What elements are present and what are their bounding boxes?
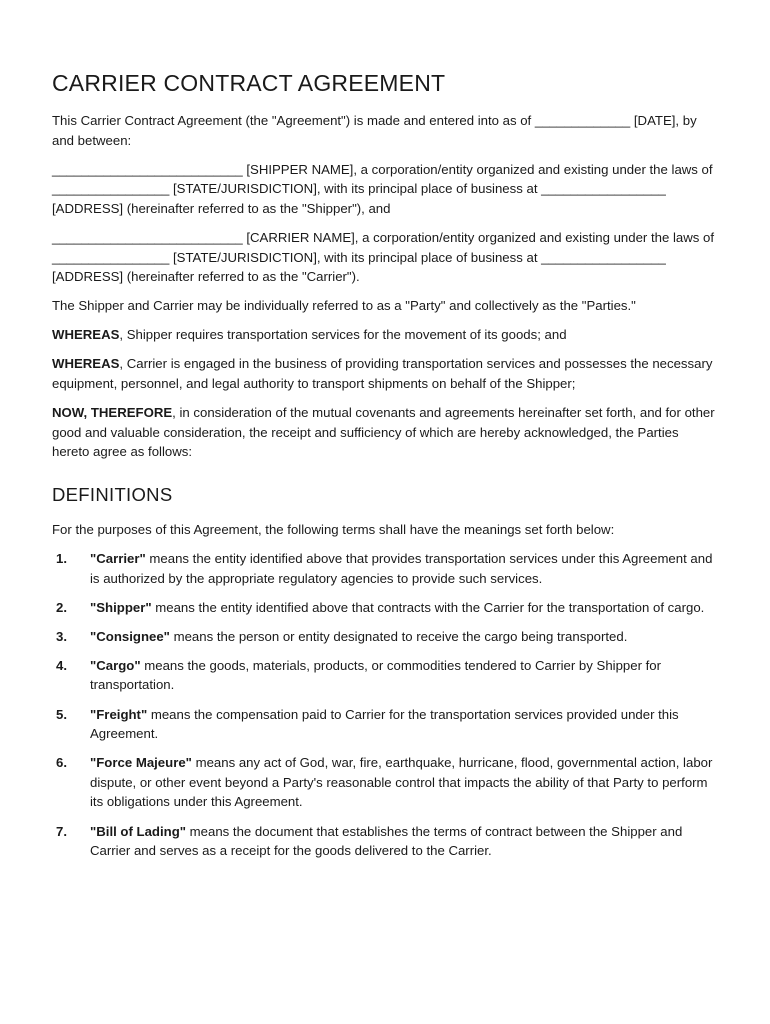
definition-number: 2. [56,599,67,615]
whereas-paragraph-1 [52,325,718,345]
whereas-paragraph-2 [52,354,718,393]
definition-number: 7. [56,823,67,839]
definition-term: "Bill of Lading" [90,823,187,839]
definition-term: "Shipper" [90,599,152,615]
shipper-party-paragraph: __________________________ [SHIPPER NAME], a corporation/entity organized and existing under the laws of ________________ [STATE/JURISDICTION], with its principal place of business at _________________ [ADDRESS] (hereinafter referred to as the "Shipper"), and [52,161,713,216]
now-therefore-paragraph [52,403,718,462]
definition-term: "Freight" [90,706,148,722]
definition-number: 1. [56,551,67,566]
definition-text: means the goods, materials, products, or commodities tendered to Carrier by Shipper for transportation. [90,657,662,693]
carrier-party-paragraph: __________________________ [CARRIER NAME], a corporation/entity organized and existing under the laws of ________________ [STATE/JURISDICTION], with its principal place of business at _________________ [ADDRESS] (hereinafter referred to as the "Carrier"). [52,229,715,285]
definition-number: 3. [56,628,67,644]
definition-term: "Carrier" [90,551,146,566]
whereas-text: , Carrier is engaged in the business of providing transportation services and possesses the necessary equipment, personnel, and legal authority to transport shipments on behalf of the Shipper; [52,356,713,392]
now-therefore-lead: NOW, THEREFORE [52,405,173,421]
definition-text: means the entity identified above that contracts with the Carrier for the transportation of cargo. [151,599,705,615]
definitions-heading: DEFINITIONS [52,483,173,505]
definition-text: means the entity identified above that provides transportation services under this Agreement and is authorized by the appropriate regulatory agencies to provide such services. [90,551,713,586]
definitions-intro: For the purposes of this Agreement, the following terms shall have the meanings set forth below: [52,521,615,537]
now-therefore-text: , in consideration of the mutual covenants and agreements hereinafter set forth, and for other good and valuable consideration, the receipt and sufficiency of which are hereby acknowledged, the Parties hereto agree as follows: [52,405,715,460]
definition-item [52,705,718,744]
definition-item [52,656,718,695]
definition-item [52,753,718,812]
definition-term: "Force Majeure" [90,755,192,771]
definition-item [52,598,718,618]
definition-item [52,549,718,588]
whereas-lead: WHEREAS [52,327,120,343]
definition-term: "Consignee" [90,628,170,644]
parties-note-paragraph: The Shipper and Carrier may be individually referred to as a "Party" and collectively as the "Parties." [52,298,636,314]
definition-number: 4. [56,657,67,673]
definition-number: 6. [56,755,67,771]
whereas-text: , Shipper requires transportation services for the movement of its goods; and [119,327,567,343]
whereas-lead: WHEREAS [52,356,120,372]
definition-item [52,627,718,647]
definition-text: means the person or entity designated to receive the cargo being transported. [169,628,628,644]
document-title: CARRIER CONTRACT AGREEMENT [52,70,446,96]
definition-number: 5. [56,706,67,722]
definition-text: means the document that establishes the terms of contract between the Shipper and Carrier and serves as a receipt for the goods delivered to the Carrier. [90,823,683,859]
definition-term: "Cargo" [90,657,141,673]
intro-paragraph: This Carrier Contract Agreement (the "Agreement") is made and entered into as of _____________ [DATE], by and between: [52,113,697,148]
definition-text: means any act of God, war, fire, earthquake, hurricane, flood, governmental action, labor dispute, or other event beyond a Party's reasonable control that impacts the ability of that Party to perform its obligations under this Agreement. [90,755,713,810]
definition-text: means the compensation paid to Carrier for the transportation services provided under this Agreement. [90,706,679,742]
definition-item [52,822,718,861]
definitions-list [52,549,718,861]
